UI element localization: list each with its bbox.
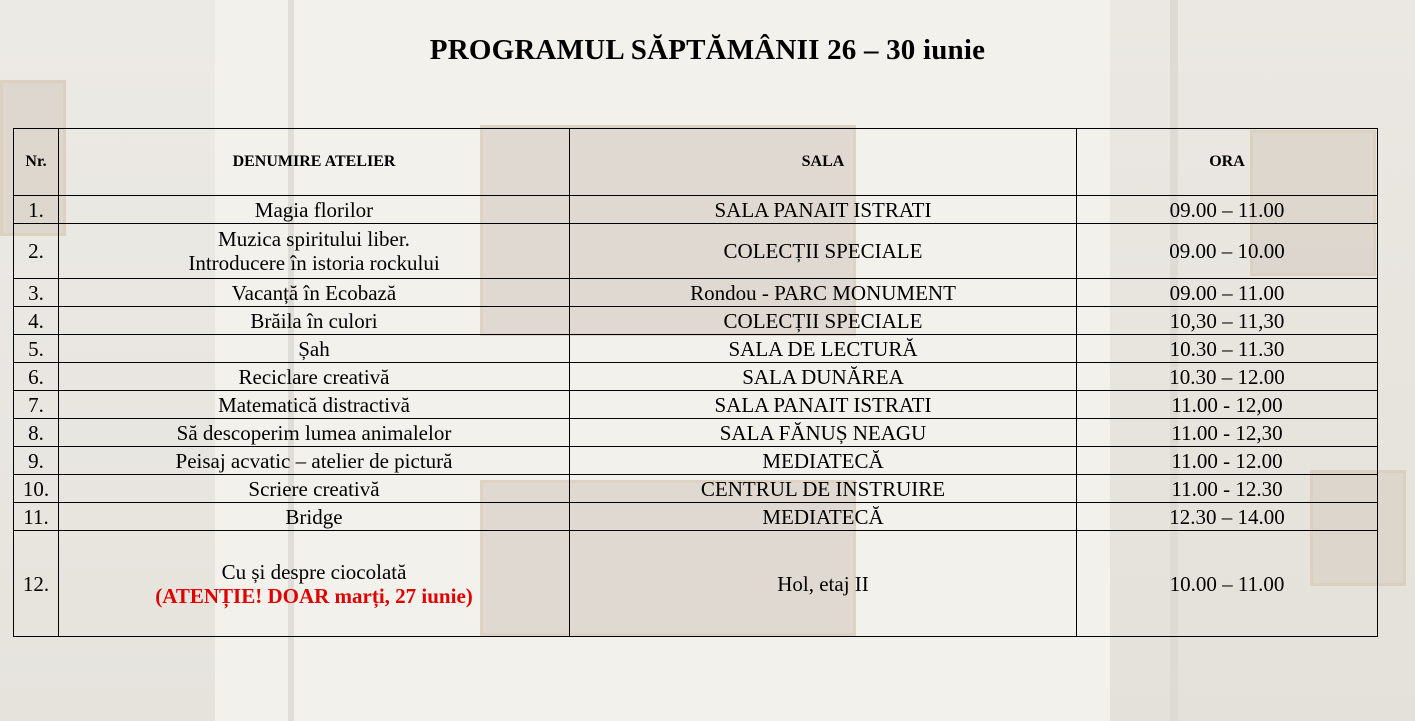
cell-nr: 3. xyxy=(14,279,59,307)
table-row xyxy=(14,224,1378,279)
cell-atelier: Reciclare creativă xyxy=(59,363,570,391)
cell-atelier xyxy=(59,531,570,637)
cell-atelier: Peisaj acvatic – atelier de pictură xyxy=(59,447,570,475)
table-row xyxy=(14,475,1378,503)
cell-nr: 11. xyxy=(14,503,59,531)
cell-nr: 1. xyxy=(14,196,59,224)
cell-atelier: Magia florilor xyxy=(59,196,570,224)
header-atelier: DENUMIRE ATELIER xyxy=(59,129,570,196)
cell-sala: COLECȚII SPECIALE xyxy=(570,307,1077,335)
cell-sala: SALA DE LECTURĂ xyxy=(570,335,1077,363)
cell-sala: Hol, etaj II xyxy=(570,531,1077,637)
cell-atelier: Bridge xyxy=(59,503,570,531)
cell-nr: 2. xyxy=(14,224,59,279)
header-sala: SALA xyxy=(570,129,1077,196)
cell-nr: 8. xyxy=(14,419,59,447)
cell-ora: 11.00 - 12.00 xyxy=(1077,447,1378,475)
cell-sala: SALA DUNĂREA xyxy=(570,363,1077,391)
cell-atelier: Să descoperim lumea animalelor xyxy=(59,419,570,447)
cell-nr: 10. xyxy=(14,475,59,503)
cell-sala: CENTRUL DE INSTRUIRE xyxy=(570,475,1077,503)
table-row xyxy=(14,419,1378,447)
cell-ora: 11.00 - 12,00 xyxy=(1077,391,1378,419)
cell-sala: MEDIATECĂ xyxy=(570,447,1077,475)
cell-sala: MEDIATECĂ xyxy=(570,503,1077,531)
cell-atelier: Șah xyxy=(59,335,570,363)
cell-ora: 09.00 – 10.00 xyxy=(1077,224,1378,279)
cell-sala: COLECȚII SPECIALE xyxy=(570,224,1077,279)
cell-nr: 9. xyxy=(14,447,59,475)
cell-sala: Rondou - PARC MONUMENT xyxy=(570,279,1077,307)
cell-atelier: Matematică distractivă xyxy=(59,391,570,419)
cell-sala: SALA PANAIT ISTRATI xyxy=(570,391,1077,419)
table-row xyxy=(14,363,1378,391)
table-row xyxy=(14,335,1378,363)
schedule-table xyxy=(13,128,1378,637)
table-row xyxy=(14,279,1378,307)
header-row xyxy=(14,129,1378,196)
cell-ora: 10.30 – 11.30 xyxy=(1077,335,1378,363)
cell-atelier: Brăila în culori xyxy=(59,307,570,335)
atelier-line-1: Cu și despre ciocolată xyxy=(221,559,407,584)
cell-ora: 12.30 – 14.00 xyxy=(1077,503,1378,531)
cell-nr: 4. xyxy=(14,307,59,335)
attention-note: (ATENȚIE! DOAR marți, 27 iunie) xyxy=(155,583,473,608)
cell-ora: 09.00 – 11.00 xyxy=(1077,196,1378,224)
table-row xyxy=(14,503,1378,531)
cell-ora: 11.00 - 12,30 xyxy=(1077,419,1378,447)
cell-ora: 11.00 - 12.30 xyxy=(1077,475,1378,503)
cell-nr: 12. xyxy=(14,531,59,637)
cell-nr: 5. xyxy=(14,335,59,363)
cell-atelier: Scriere creativă xyxy=(59,475,570,503)
header-ora: ORA xyxy=(1077,129,1378,196)
cell-ora: 10.30 – 12.00 xyxy=(1077,363,1378,391)
cell-sala: SALA PANAIT ISTRATI xyxy=(570,196,1077,224)
cell-ora: 09.00 – 11.00 xyxy=(1077,279,1378,307)
cell-atelier xyxy=(59,224,570,279)
header-nr: Nr. xyxy=(14,129,59,196)
cell-nr: 6. xyxy=(14,363,59,391)
cell-ora: 10,30 – 11,30 xyxy=(1077,307,1378,335)
table-row xyxy=(14,531,1378,637)
cell-nr: 7. xyxy=(14,391,59,419)
table-row xyxy=(14,447,1378,475)
page-title: PROGRAMUL SĂPTĂMÂNII 26 – 30 iunie xyxy=(429,34,986,66)
table-row xyxy=(14,196,1378,224)
table-row xyxy=(14,307,1378,335)
atelier-line-1: Muzica spiritului liber. xyxy=(218,227,410,251)
atelier-line-2: Introducere în istoria rockului xyxy=(188,251,440,275)
table-row xyxy=(14,391,1378,419)
cell-sala: SALA FĂNUȘ NEAGU xyxy=(570,419,1077,447)
cell-ora: 10.00 – 11.00 xyxy=(1077,531,1378,637)
cell-atelier: Vacanță în Ecobază xyxy=(59,279,570,307)
